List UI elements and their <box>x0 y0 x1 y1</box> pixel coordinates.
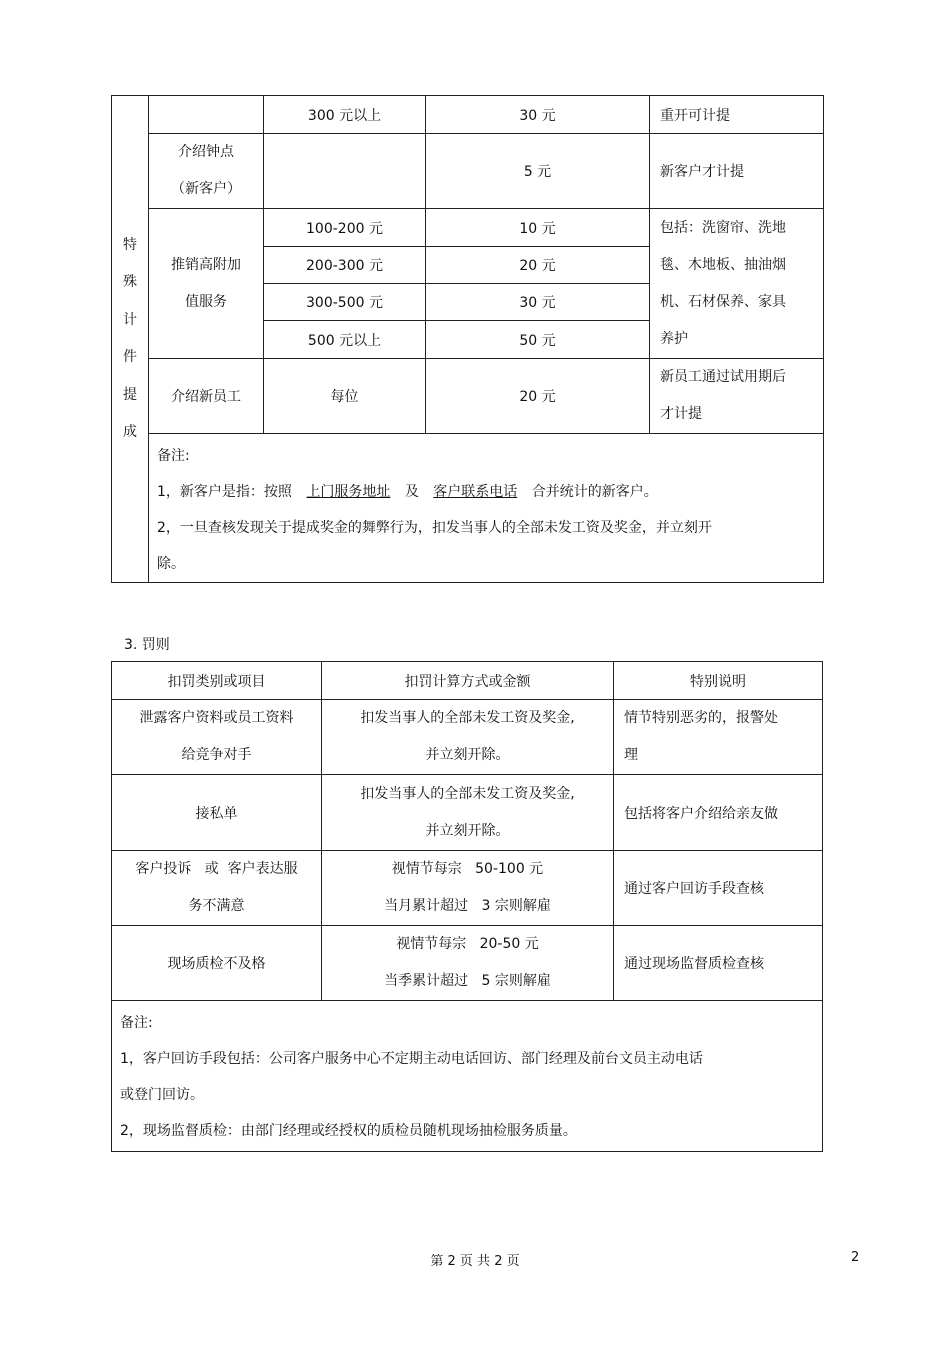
header-cell: 特别说明 <box>614 662 823 700</box>
item-cell: 泄露客户资料或员工资料 给竞争对手 <box>112 700 322 775</box>
commission-cell: 10 元 <box>426 209 650 247</box>
table-row <box>112 851 823 926</box>
table-row <box>112 926 823 1001</box>
remarks-line-2: 2，一旦查核发现关于提成奖金的舞弊行为，扣发当事人的全部未发工资及奖金，并立刻开 <box>157 520 712 536</box>
amount-cell: 100-200 元 <box>264 209 426 247</box>
amount-cell: 300-500 元 <box>264 284 426 321</box>
item-cell: 客户投诉 或 客户表达服 务不满意 <box>112 851 322 926</box>
note-cell: 包括：洗窗帘、洗地 毯、木地板、抽油烟 机、石材保养、家具 养护 <box>650 209 824 359</box>
commission-table <box>111 95 824 583</box>
commission-cell: 5 元 <box>426 134 650 209</box>
remarks-line-2: 2，现场监督质检：由部门经理或经授权的质检员随机现场抽检服务质量。 <box>120 1123 577 1139</box>
calc-cell: 扣发当事人的全部未发工资及奖金, 并立刻开除。 <box>322 700 614 775</box>
item-cell: 接私单 <box>112 775 322 851</box>
commission-cell: 30 元 <box>426 96 650 134</box>
amount-cell: 300 元以上 <box>264 96 426 134</box>
note-cell: 包括将客户介绍给亲友做 <box>614 775 823 851</box>
empty-cell <box>149 96 264 134</box>
amount-cell: 200-300 元 <box>264 247 426 284</box>
item-cell: 现场质检不及格 <box>112 926 322 1001</box>
calc-cell: 扣发当事人的全部未发工资及奖金, 并立刻开除。 <box>322 775 614 851</box>
table-row <box>112 700 823 775</box>
header-cell: 扣罚类别或项目 <box>112 662 322 700</box>
commission-cell: 30 元 <box>426 284 650 321</box>
remarks-title: 备注: <box>157 448 190 464</box>
remarks-line-1: 1，新客户是指：按照 上门服务地址 及 客户联系电话 合并统计的新客户。 <box>157 484 658 500</box>
underlined-term: 客户联系电话 <box>433 484 518 500</box>
remarks-line-2-cont: 除。 <box>157 556 185 572</box>
calc-cell: 视情节每宗 20-50 元 当季累计超过 5 宗则解雇 <box>322 926 614 1001</box>
item-cell: 介绍新员工 <box>149 359 264 434</box>
section-title: 3. 罚则 <box>124 637 170 653</box>
remarks-cell <box>149 434 824 583</box>
commission-cell: 20 元 <box>426 359 650 434</box>
page-number: 2 <box>851 1250 860 1265</box>
underlined-term: 上门服务地址 <box>306 484 391 500</box>
calc-cell: 视情节每宗 50-100 元 当月累计超过 3 宗则解雇 <box>322 851 614 926</box>
side-label: 特 殊 计 件 提 成 <box>112 96 149 583</box>
item-cell: 介绍钟点 （新客户） <box>149 134 264 209</box>
header-cell: 扣罚计算方式或金额 <box>322 662 614 700</box>
amount-cell: 每位 <box>264 359 426 434</box>
note-cell: 通过现场监督质检查核 <box>614 926 823 1001</box>
remarks-title: 备注: <box>120 1015 153 1031</box>
remarks-line-1: 1，客户回访手段包括：公司客户服务中心不定期主动电话回访、部门经理及前台文员主动电话 <box>120 1051 703 1067</box>
note-cell: 情节特别恶劣的，报警处 理 <box>614 700 823 775</box>
note-cell: 新员工通过试用期后 才计提 <box>650 359 824 434</box>
commission-cell: 50 元 <box>426 321 650 359</box>
penalty-table <box>111 661 823 1152</box>
amount-cell: 500 元以上 <box>264 321 426 359</box>
table-row <box>112 775 823 851</box>
page-footer: 第 2 页 共 2 页 <box>430 1254 520 1269</box>
remarks-line-1-cont: 或登门回访。 <box>120 1087 204 1103</box>
commission-cell: 20 元 <box>426 247 650 284</box>
item-cell: 推销高附加 值服务 <box>149 209 264 359</box>
note-cell: 重开可计提 <box>650 96 824 134</box>
empty-cell <box>264 134 426 209</box>
note-cell: 新客户才计提 <box>650 134 824 209</box>
note-cell: 通过客户回访手段查核 <box>614 851 823 926</box>
remarks-cell <box>112 1001 823 1152</box>
